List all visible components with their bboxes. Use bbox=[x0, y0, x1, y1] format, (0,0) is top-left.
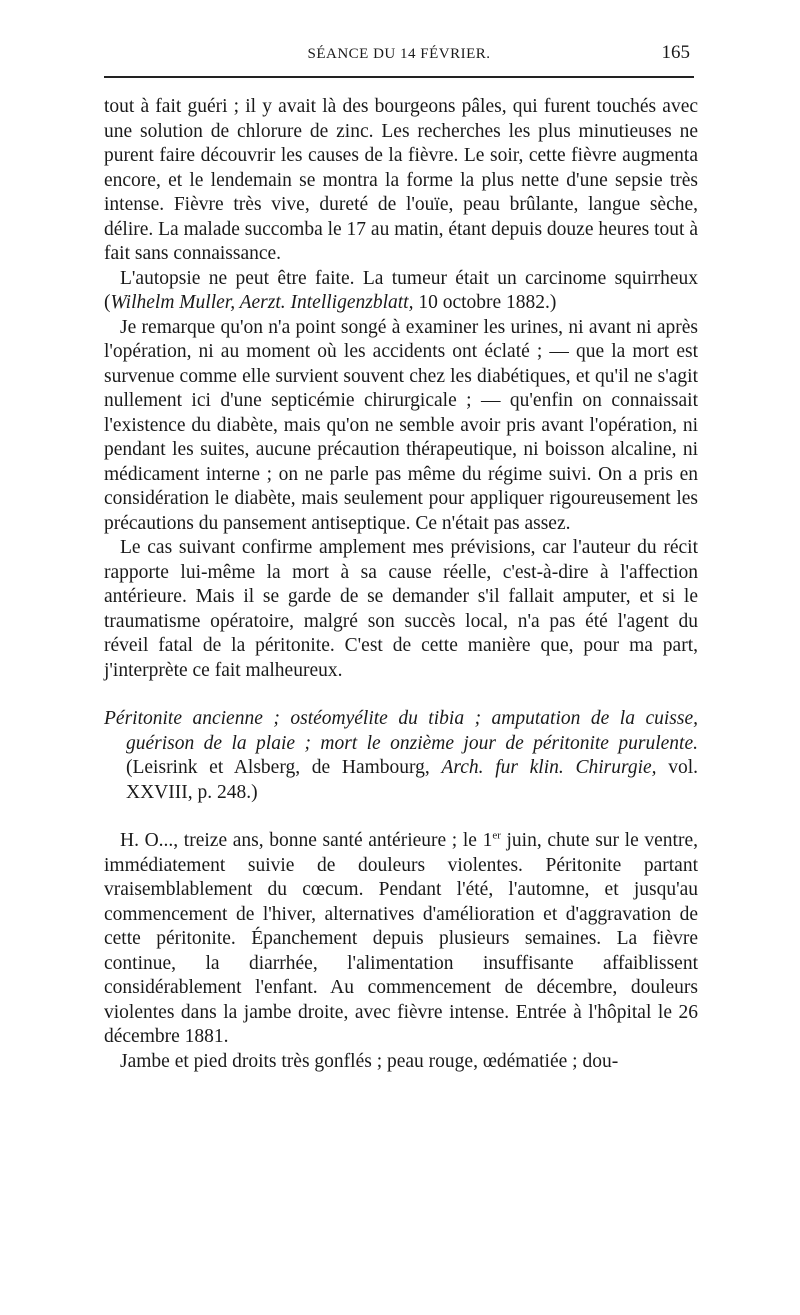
case-source-pre: (Leisrink et Alsberg, de Hambourg, bbox=[126, 757, 442, 778]
paragraph-2 bbox=[104, 267, 698, 316]
body-text bbox=[104, 95, 698, 1074]
paragraph-5-start: H. O..., treize ans, bonne santé antérieure ; le 1 bbox=[120, 830, 493, 851]
case-heading bbox=[104, 707, 698, 805]
superscript-er: er bbox=[492, 829, 501, 842]
paragraph-1: tout à fait guéri ; il y avait là des bourgeons pâles, qui furent touchés avec une solution de chlorure de zinc. Les recherches les plus minutieuses ne purent faire découvrir les causes de la fièvre. Le soir, cette fièvre augmenta encore, et le lendemain se montra la forme la plus nette d'une sepsie très intense. Fièvre très vive, dureté de l'ouïe, peau brûlante, langue sèche, délire. La malade succomba le 17 au matin, étant depuis douze heures tout à fait sans connaissance. bbox=[104, 96, 698, 264]
paragraph-2-date: 10 octobre 1882.) bbox=[413, 292, 557, 313]
paragraph-3: Je remarque qu'on n'a point songé à examiner les urines, ni avant ni après l'opération, ni au moment où les accidents ont éclaté ; — que la mort est survenue comme elle survient souvent chez les diabétiques, et qu'il ne s'agit nullement ici d'une septicémie chirurgicale ; — qu'enfin on connaissait l'existence du diabète, mais qu'on ne semble avoir pris avant l'opération, ni pendant les suites, aucune précaution thérapeutique, ni boisson alcaline, ni médicament interne ; on ne parle pas même du régime suivi. On a pris en considération le diabète, mais seulement pour appliquer rigoureusement les précautions du pansement antiseptique. Ce n'était pas assez. bbox=[104, 316, 698, 534]
page-header bbox=[104, 42, 694, 72]
citation-wilhelm-muller: Wilhelm Muller, Aerzt. Intelligenzblatt, bbox=[110, 292, 414, 313]
running-title: SÉANCE DU 14 FÉVRIER. bbox=[307, 46, 491, 62]
paragraph-4: Le cas suivant confirme amplement mes prévisions, car l'auteur du récit rapporte lui-même la mort à sa cause réelle, c'est-à-dire à l'affection antérieure. Mais il se garde de se demander s'il fallait amputer, et si le traumatisme opératoire, malgré son succès local, n'a pas été l'agent du réveil fatal de la péritonite. C'est de cette manière que, pour ma part, j'interprète ce fait malheureux. bbox=[104, 537, 698, 681]
paragraph-5 bbox=[104, 829, 698, 1050]
spacer bbox=[104, 683, 698, 707]
paragraph-6: Jambe et pied droits très gonflés ; peau rouge, œdématiée ; dou- bbox=[120, 1050, 619, 1072]
case-title-italic: Péritonite ancienne ; ostéomyélite du tibia ; amputation de la cuisse, guérison de la plaie ; mort le onzième jour de péritonite purulente. bbox=[104, 708, 698, 754]
paragraph-2-text: L'autopsie ne peut être faite. La tumeur était un carcinome squirrheux ( bbox=[104, 267, 698, 313]
case-source-journal: Arch. fur klin. Chirurgie, bbox=[441, 757, 657, 778]
case-source-post: vol. XXVIII, p. 248.) bbox=[126, 757, 698, 803]
header-rule bbox=[104, 76, 694, 78]
paragraph-5-rest: juin, chute sur le ventre, immédiatement suivie de douleurs violentes. Péritonite partant vraisemblablement du cœcum. Pendant l'été, l'automne, et jusqu'au commencement de l'hiver, alternatives d'amélioration et d'aggravation de cette péritonite. Épanchement depuis plusieurs semaines. La fièvre continue, la diarrhée, l'alimentation insuffisante affaiblissent considérablement l'enfant. Au commencement de décembre, douleurs violentes dans la jambe droite, avec fièvre intense. Entrée à l'hôpital le 26 décembre 1881. bbox=[104, 830, 698, 1047]
page-number: 165 bbox=[661, 42, 690, 63]
spacer bbox=[104, 805, 698, 829]
